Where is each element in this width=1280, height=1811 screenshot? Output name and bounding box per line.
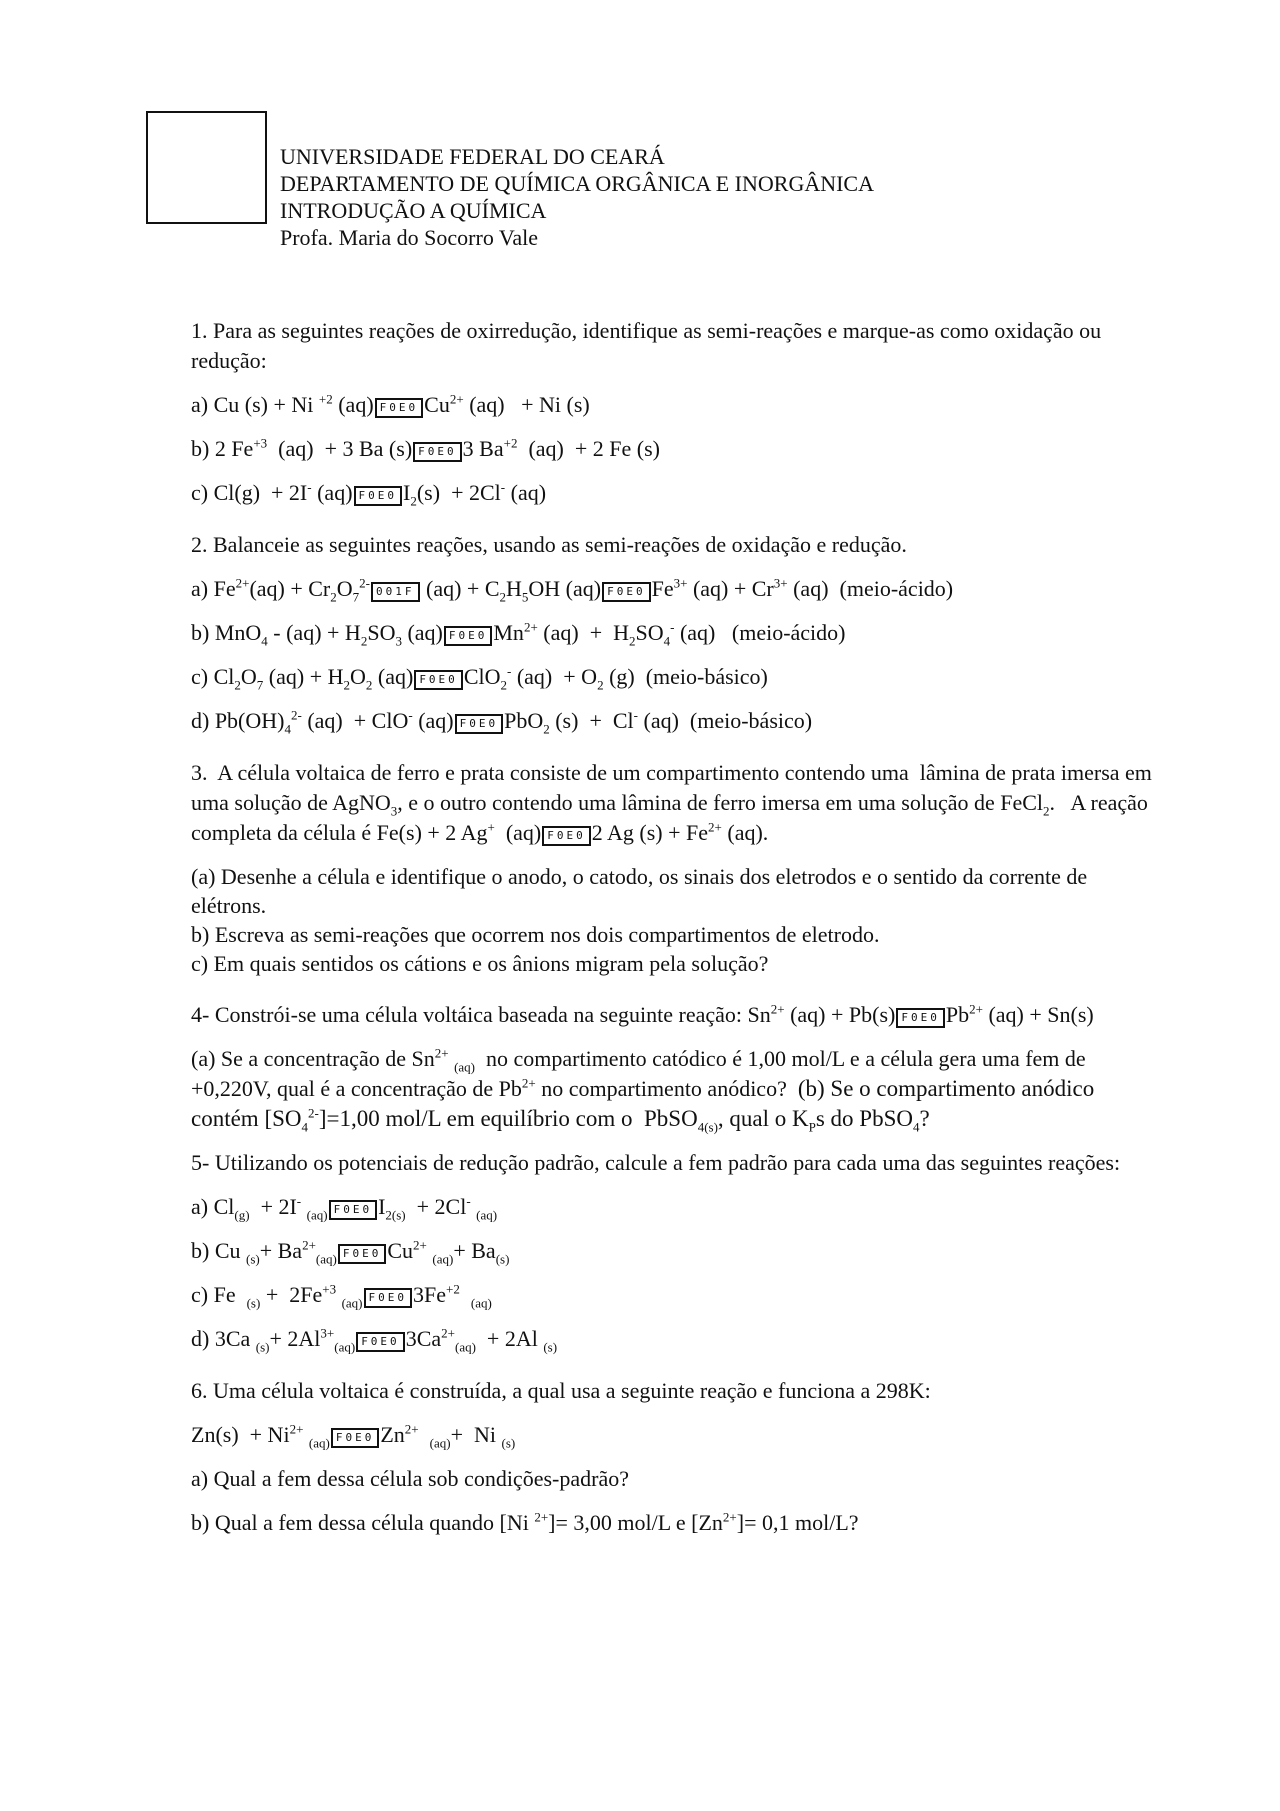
arrow-symbol: F0E0 [364,1288,413,1308]
arrow-symbol: F0E0 [455,714,504,734]
arrow-symbol: F0E0 [413,442,462,462]
question-5-statement: 5- Utilizando os potenciais de redução padrão, calcule a fem padrão para cada uma das seguintes reações: [191,1150,1121,1175]
arrow-symbol: F0E0 [331,1428,380,1448]
q5-item-c: c) Fe $_{(s)} + 2Fe^{+3}$ $_{(aq)}$ F0E0 $3Fe^{+2}$ $_{(aq)}$ [191,1281,492,1311]
arrow-symbol: F0E0 [375,398,424,418]
question-4-statement: 4- Constrói-se uma célula voltáica baseada na seguinte reação: $Sn^{2+}$ (aq) + Pb(s) F0E0 $Pb^{2+}$ (aq) + Sn(s) [191,1001,1094,1027]
q1-item-c: c) Cl(g) + 2I- (aq) F0E0 $I_2(s) + 2Cl^-$ (aq) [191,479,547,509]
q2-item-d: d) $Pb(OH)_4^{2-}$ (aq) + ClO- (aq) F0E0 PbO$_2$ (s) + Cl- (aq) (meio-básico) [191,707,813,737]
arrow-symbol: F0E0 [602,582,651,602]
arrow-symbol: F0E0 [356,1332,405,1352]
question-6 [191,1376,1166,1538]
question-4 [191,1000,1166,1134]
university-name: UNIVERSIDADE FEDERAL DO CEARÁ [280,144,665,169]
q1-item-b: b) 2 $Fe^{+3}$ (aq) + 3 Ba (s) F0E0 3 $Ba^{+2}$ (aq) + 2 Fe (s) [191,435,660,461]
question-1 [191,316,1166,508]
q5-item-d: d) 3Ca $_{(s)}+ 2Al^{3+}_{(aq)}$ F0E0 $3Ca^{2+}_{(aq)} + 2Al$ $_{(s)}$ [191,1325,558,1355]
question-3 [191,758,1166,978]
question-5 [191,1148,1166,1354]
arrow-symbol: F0E0 [414,670,463,690]
question-1-statement: 1. Para as seguintes reações de oxirredução, identifique as semi-reações e marque-as como oxidação ou redução: [191,318,1102,373]
arrow-symbol: F0E0 [329,1200,378,1220]
q6-item-a: a) Qual a fem dessa célula sob condições-padrão? [191,1466,629,1491]
department-name: DEPARTAMENTO DE QUÍMICA ORGÂNICA E INORGÂNICA [280,171,874,196]
arrow-symbol: F0E0 [896,1008,945,1028]
q2-item-a: a) $Fe^{2+}(aq) + Cr_2O_7^{2-}001F$ $(aq) + C_2H_5OH$ (aq) F0E0 $Fe^{3+}$ $(aq) + Cr^{3+}$ (aq) (meio-ácido) [191,575,954,605]
q1-item-a: a) Cu (s) + Ni $^{+2}$ (aq) F0E0 $Cu^{2+}$ (aq) + Ni (s) [191,391,590,417]
q2-item-c: c) $Cl_2O_7$ $(aq) + H_2O_2$ (aq) F0E0 ClO$_2$- $(aq) + O_2$ (g) (meio-básico) [191,663,768,693]
header [280,143,874,251]
q5-item-b: b) Cu $_{(s)}+ Ba^{2+}_{(aq)}$ F0E0 $Cu^{2+}$ $_{(aq)}+ Ba_{(s)}$ [191,1237,510,1267]
exercise-list [191,316,1166,1552]
arrow-symbol: F0E0 [338,1244,387,1264]
course-name: INTRODUÇÃO A QUÍMICA [280,198,547,223]
q3-item-c: c) Em quais sentidos os cátions e os ânions migram pela solução? [191,951,769,976]
q3-item-a: (a) Desenhe a célula e identifique o anodo, o catodo, os sinais dos eletrodos e o sentido da corrente de elétrons. [191,864,1088,918]
arrow-symbol: F0E0 [542,826,591,846]
professor-name: Profa. Maria do Socorro Vale [280,225,539,250]
q3-item-b: b) Escreva as semi-reações que ocorrem nos dois compartimentos de eletrodo. [191,922,880,947]
arrow-symbol: 001F [371,582,420,602]
q4-item-a: (a) Se a concentração de $Sn^{2+}$ $_{(aq)}$ no compartimento catódico é 1,00 mol/L e a célula gera uma fem de +0,220V, qual é a concentração de $Pb^{2+}$ no compartimento anódico? (b) Se o compartimento anódico contém $[SO_4^{2-}]=1,00$ mol/L em equilíbrio com o PbSO$_{4(s)}$, qual o $K_Ps$ do PbSO$_4$? [191,1045,1095,1135]
question-3-statement: 3. A célula voltaica de ferro e prata consiste de um compartimento contendo uma lâmina de prata imersa em uma solução de AgNO$_3$, e o outro contendo uma lâmina de ferro imersa em uma solução de FeCl$_2$. A reação completa da célula é Fe(s) + 2 Ag+ (aq) F0E0 2 Ag $(s) + Fe^{2+}$ (aq). [191,760,1152,845]
logo-placeholder [146,111,267,224]
q6-reaction: $Zn(s) + Ni^{2+}$ $_{(aq)}$ F0E0 $Zn^{2+}$ $_{(aq)}$+ Ni $_{(s)}$ [191,1421,516,1451]
arrow-symbol: F0E0 [354,486,403,506]
q6-item-b: b) Qual a fem dessa célula quando [Ni $^{2+}$]= 3,00 mol/L e $[Zn^{2+}]= 0,1$ mol/L? [191,1509,859,1535]
q5-item-a: a) $Cl_{(g)} + 2I^-$ $_{(aq)}$ F0E0 $I_{2(s)} + 2Cl^-$ $_{(aq)}$ [191,1193,498,1223]
arrow-symbol: F0E0 [444,626,493,646]
q2-item-b: b) $MnO_4 - (aq) + H_2SO_3$ (aq) F0E0 $Mn^{2+}$ $(aq) + H_2SO_4^-$ (aq) (meio-ácido) [191,619,846,649]
question-6-statement: 6. Uma célula voltaica é construída, a qual usa a seguinte reação e funciona a 298K: [191,1378,931,1403]
question-2 [191,530,1166,736]
question-2-statement: 2. Balanceie as seguintes reações, usando as semi-reações de oxidação e redução. [191,532,907,557]
